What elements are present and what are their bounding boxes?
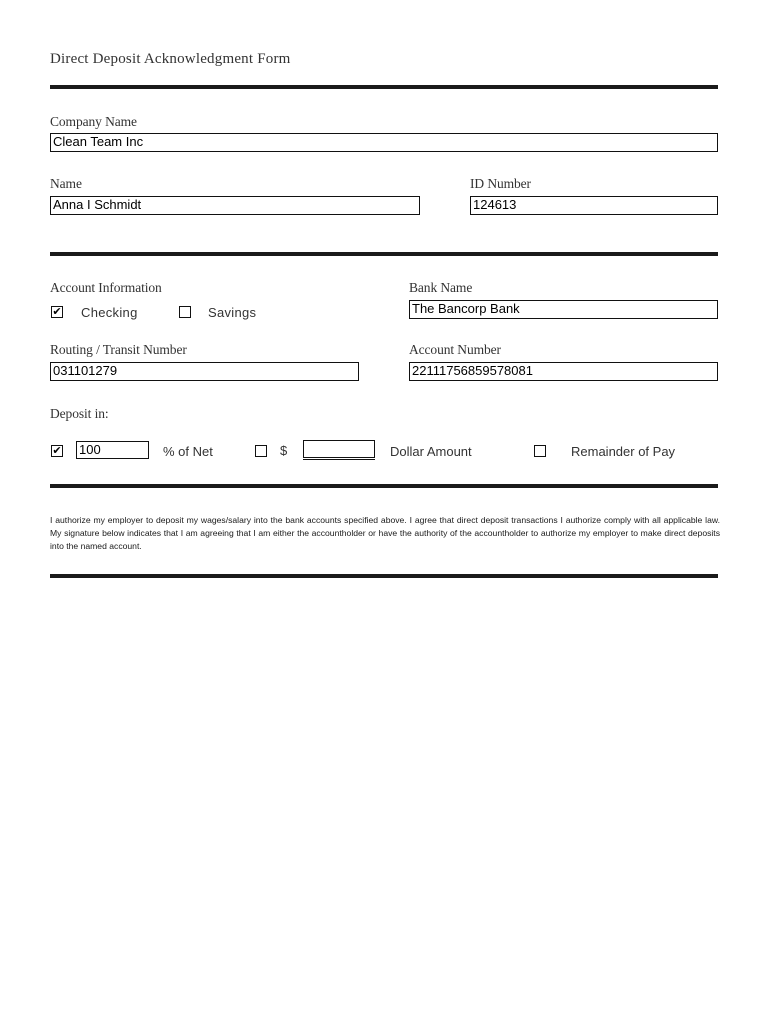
company-name-label: Company Name [50, 114, 137, 129]
section-divider [50, 574, 718, 578]
name-label: Name [50, 176, 82, 191]
percent-net-checkbox[interactable]: ✔ [52, 444, 62, 457]
bank-name-label: Bank Name [409, 280, 473, 295]
savings-label: Savings [208, 305, 257, 320]
routing-number-field[interactable]: 031101279 [50, 362, 359, 381]
name-field[interactable]: Anna I Schmidt [50, 196, 420, 215]
account-number-field[interactable]: 22111756859578081 [409, 362, 718, 381]
form-title: Direct Deposit Acknowledgment Form [50, 51, 291, 67]
id-number-field[interactable]: 124613 [470, 196, 718, 215]
section-divider [50, 85, 718, 89]
deposit-in-label: Deposit in: [50, 406, 109, 421]
percent-field[interactable]: 100 [76, 441, 149, 459]
dollar-sign: $ [280, 443, 288, 458]
section-divider [50, 484, 718, 488]
dollar-checkbox[interactable] [255, 445, 267, 457]
id-number-label: ID Number [470, 176, 531, 191]
routing-number-label: Routing / Transit Number [50, 342, 187, 357]
remainder-of-pay-label: Remainder of Pay [571, 444, 676, 459]
company-name-field[interactable]: Clean Team Inc [50, 133, 718, 152]
dollar-amount-underline [303, 459, 375, 460]
checking-label: Checking [81, 305, 138, 320]
percent-net-label: % of Net [163, 444, 213, 459]
account-information-label: Account Information [50, 280, 162, 295]
dollar-amount-label: Dollar Amount [390, 444, 472, 459]
savings-checkbox[interactable] [179, 306, 191, 318]
section-divider [50, 252, 718, 256]
remainder-checkbox[interactable] [534, 445, 546, 457]
checking-checkbox[interactable]: ✔ [52, 305, 62, 318]
dollar-amount-field[interactable] [303, 440, 375, 458]
authorization-text: I authorize my employer to deposit my wages/salary into the bank accounts specified above. I agree that direct deposit transactions I authorize comply with all applicable law. My signature below indicates that I am agreeing that I am either the accountholder or have the authority of the accountholder to authorize my employer to make direct deposits into the named account. [50, 515, 720, 551]
bank-name-field[interactable]: The Bancorp Bank [409, 300, 718, 319]
account-number-label: Account Number [409, 342, 501, 357]
